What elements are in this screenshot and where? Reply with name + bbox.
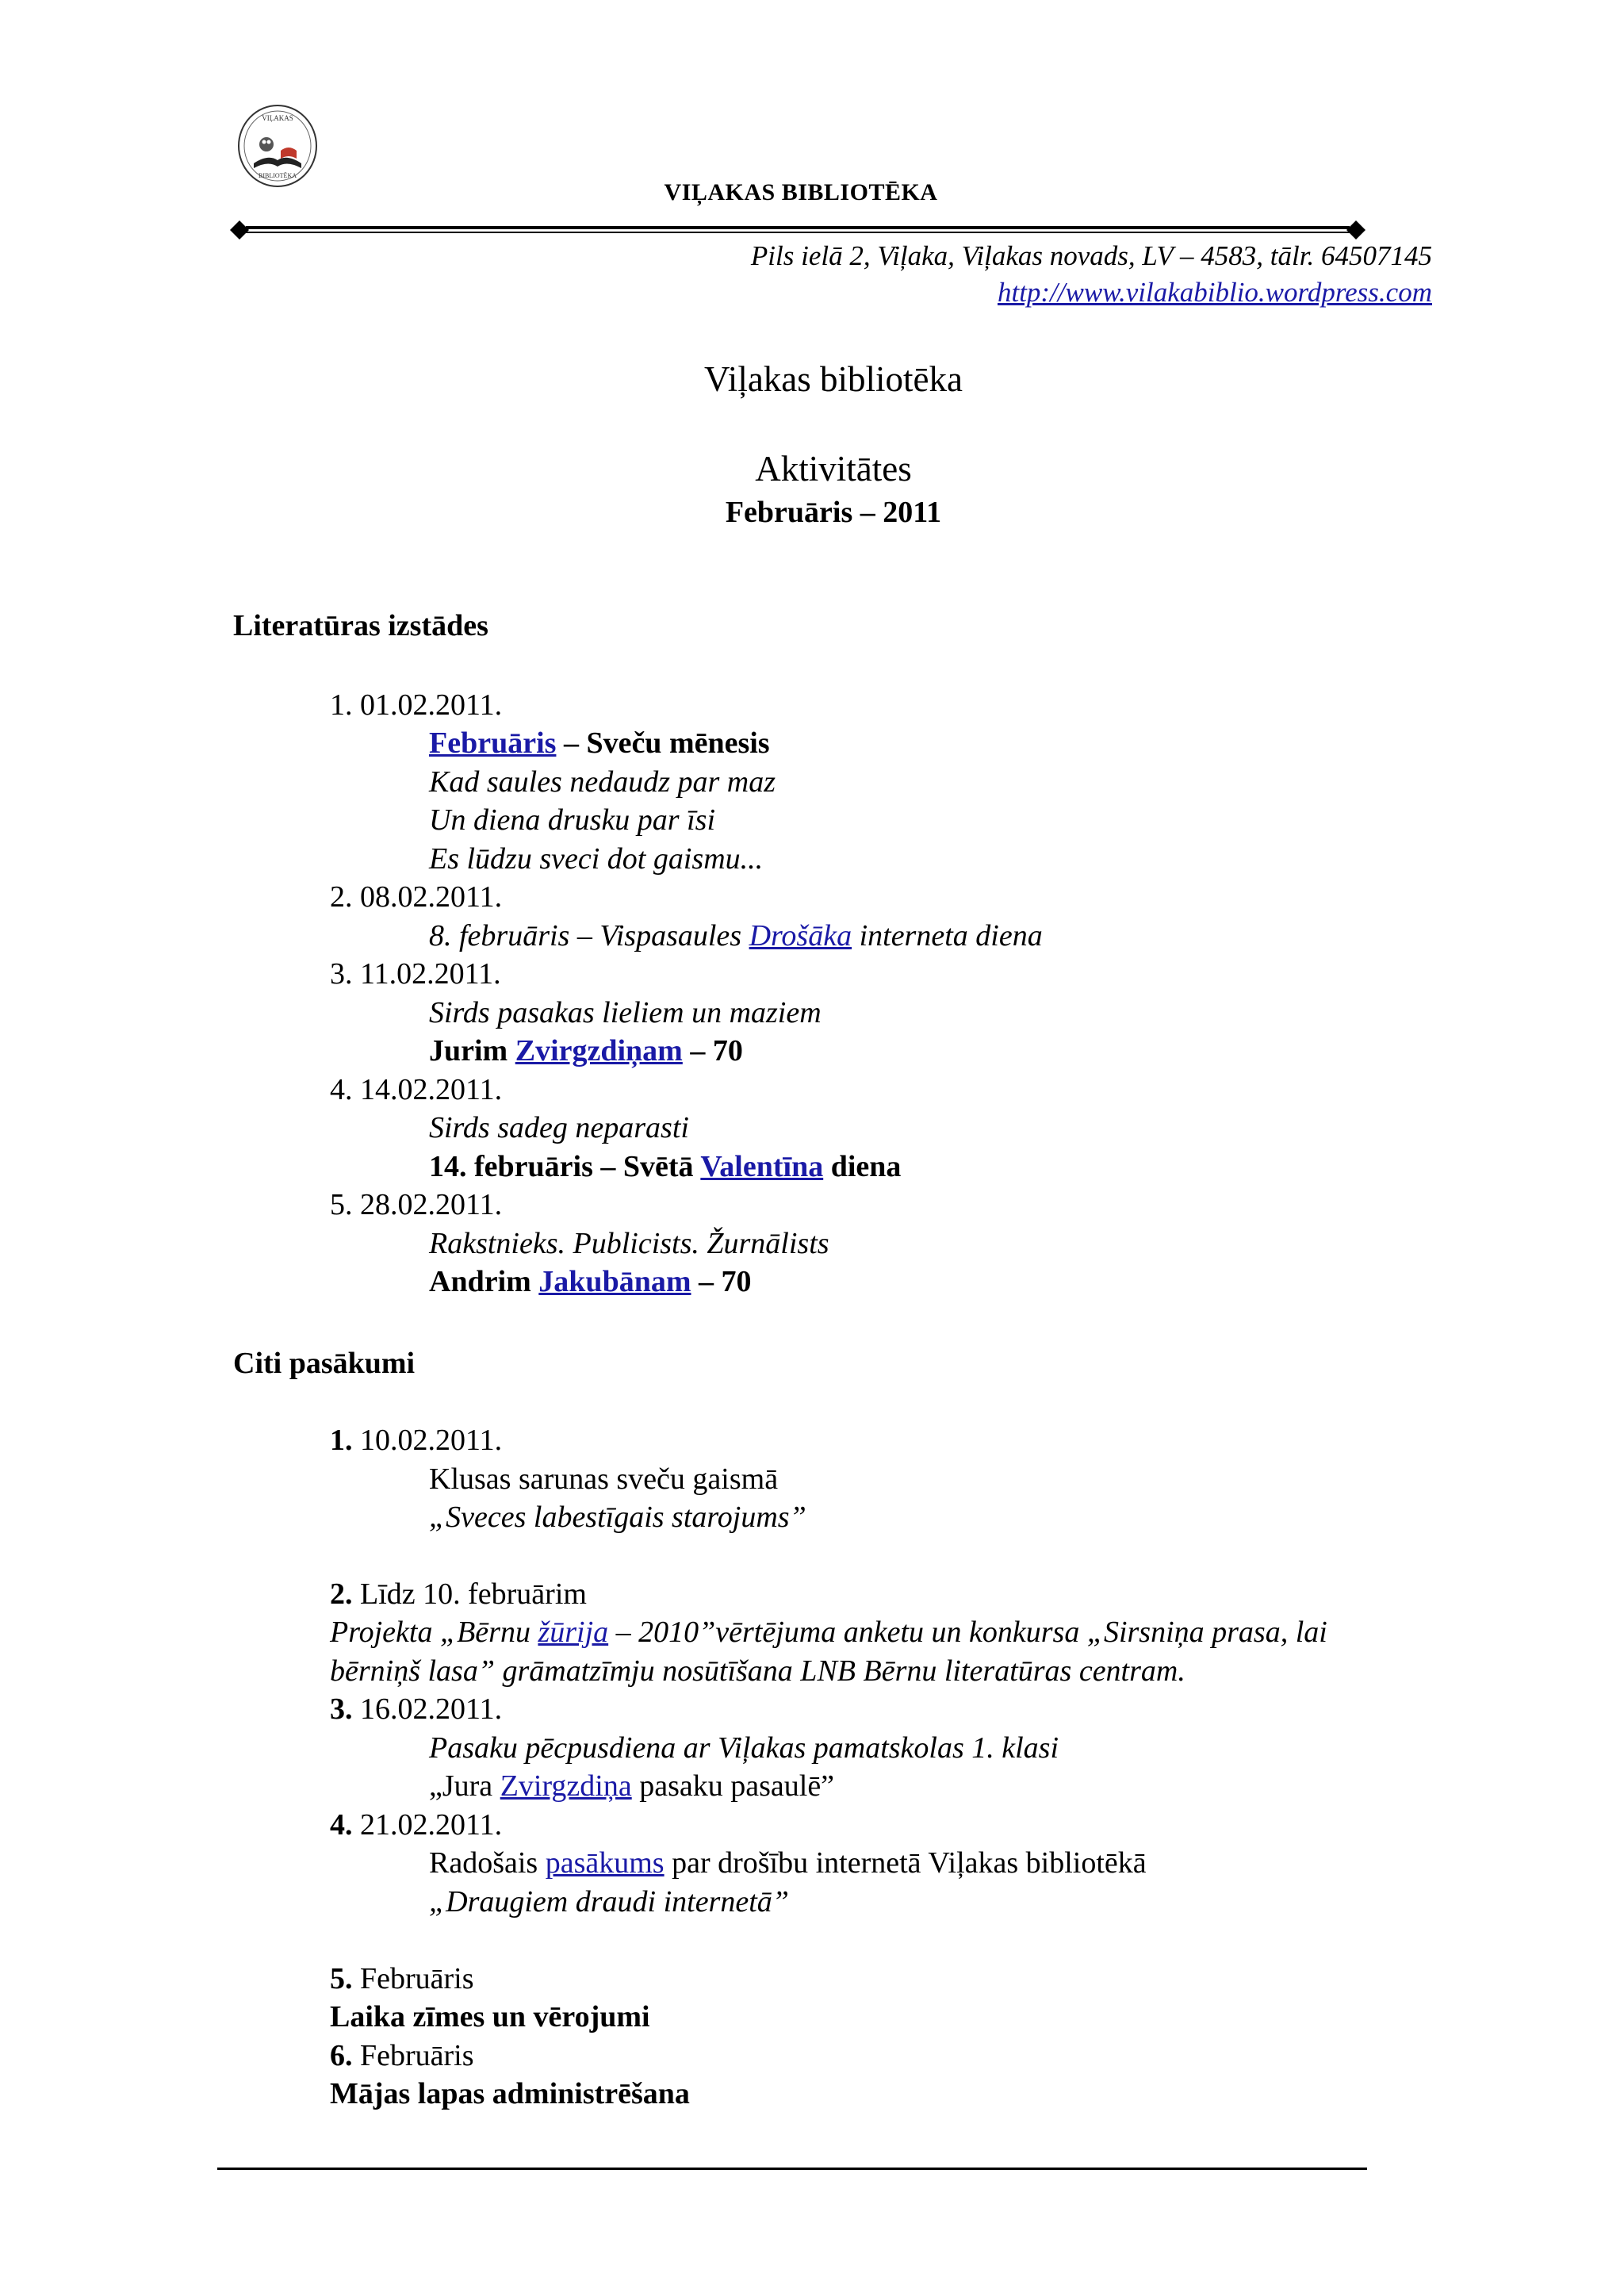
poem-line-3: Es lūdzu sveci dot gaismu... [429,842,764,876]
page-period: Februāris – 2011 [725,496,942,529]
event-subtitle-3: „Jura Zvirgzdiņa pasaku pasaulē” [429,1769,835,1803]
poem-line-1: Kad saules nedaudz par maz [429,765,776,799]
event-date-3: 3. 16.02.2011. [330,1692,503,1726]
exhibition-subtitle-5: Rakstnieks. Publicists. Žurnālists [429,1227,829,1260]
link-februaris[interactable]: Februāris [429,726,557,760]
event-title-6: Mājas lapas administrēšana [330,2077,690,2110]
exhibition-title-2: 8. februāris – Vispasaules Drošāka interneta diena [429,919,1043,953]
event-title-3: Pasaku pēcpusdiena ar Viļakas pamatskolas 1. klasi [429,1731,1059,1765]
link-zvirgzdina[interactable]: Zvirgzdiņa [500,1769,632,1803]
exhibition-title-4: 14. februāris – Svētā Valentīna diena [429,1150,902,1183]
section-heading-other-events: Citi pasākumi [233,1347,416,1380]
event-title-4: Radošais pasākums par drošību internetā Viļakas bibliotēkā [429,1846,1147,1880]
library-logo [236,103,319,189]
section-heading-exhibitions: Literatūras izstādes [233,609,488,642]
exhibition-subtitle-4: Sirds sadeg neparasti [429,1111,689,1144]
poem-line-2: Un diena drusku par īsi [429,803,715,837]
event-date-2: 2. Līdz 10. februārim [330,1577,587,1611]
event-date-4: 4. 21.02.2011. [330,1808,503,1842]
event-subtitle-1: „Sveces labestīgais starojums” [429,1501,806,1534]
event-date-6: 6. Februāris [330,2039,474,2072]
link-zurija[interactable]: žūrija [538,1616,609,1649]
header-divider [230,220,1365,240]
link-zvirgzdinam[interactable]: Zvirgzdiņam [515,1034,683,1068]
link-pasakums[interactable]: pasākums [545,1846,665,1880]
event-title-5: Laika zīmes un vērojumi [330,2000,650,2033]
page-subtitle: Aktivitātes [755,449,912,489]
exhibition-title-5: Andrim Jakubānam – 70 [429,1265,752,1298]
event-title-1: Klusas sarunas sveču gaismā [429,1462,779,1496]
footer-divider [217,2168,1367,2170]
exhibition-date-4: 4. 14.02.2011. [330,1073,503,1106]
event-date-1: 1. 10.02.2011. [330,1424,503,1457]
event-description-2: Projekta „Bērnu žūrija – 2010”vērtējuma anketu un konkursa „Sirsniņa prasa, lai [330,1616,1327,1649]
exhibition-date-3: 3. 11.02.2011. [330,957,501,991]
exhibition-date-5: 5. 28.02.2011. [330,1188,503,1221]
exhibition-subtitle-3: Sirds pasakas lieliem un maziem [429,996,822,1029]
website-link[interactable]: http://www.vilakabiblio.wordpress.com [997,277,1432,308]
logo-top-text: VIĻAKAS [262,114,293,122]
exhibition-title-1: Februāris – Sveču mēnesis [429,726,770,760]
page-title: Viļakas bibliotēka [704,359,963,399]
logo-bottom-text: BIBLIOTĒKA [259,172,297,179]
exhibition-date-2: 2. 08.02.2011. [330,880,503,914]
address-line: Pils ielā 2, Viļaka, Viļakas novads, LV – 4583, tālr. 64507145 [750,240,1432,271]
event-date-5: 5. Februāris [330,1962,474,1995]
link-jakubanam[interactable]: Jakubānam [538,1265,691,1298]
owl-book-emblem-icon [236,103,319,189]
link-drosaka[interactable]: Drošāka [749,919,852,953]
event-subtitle-4: „Draugiem draudi internetā” [429,1885,789,1918]
exhibition-title-3: Jurim Zvirgzdiņam – 70 [429,1034,743,1068]
library-name: VIĻAKAS BIBLIOTĒKA [664,179,938,205]
exhibition-date-1: 1. 01.02.2011. [330,688,503,722]
link-valentina[interactable]: Valentīna [700,1150,824,1183]
event-description-2-cont: bērniņš lasa” grāmatzīmju nosūtīšana LNB Bērnu literatūras centram. [330,1654,1185,1688]
